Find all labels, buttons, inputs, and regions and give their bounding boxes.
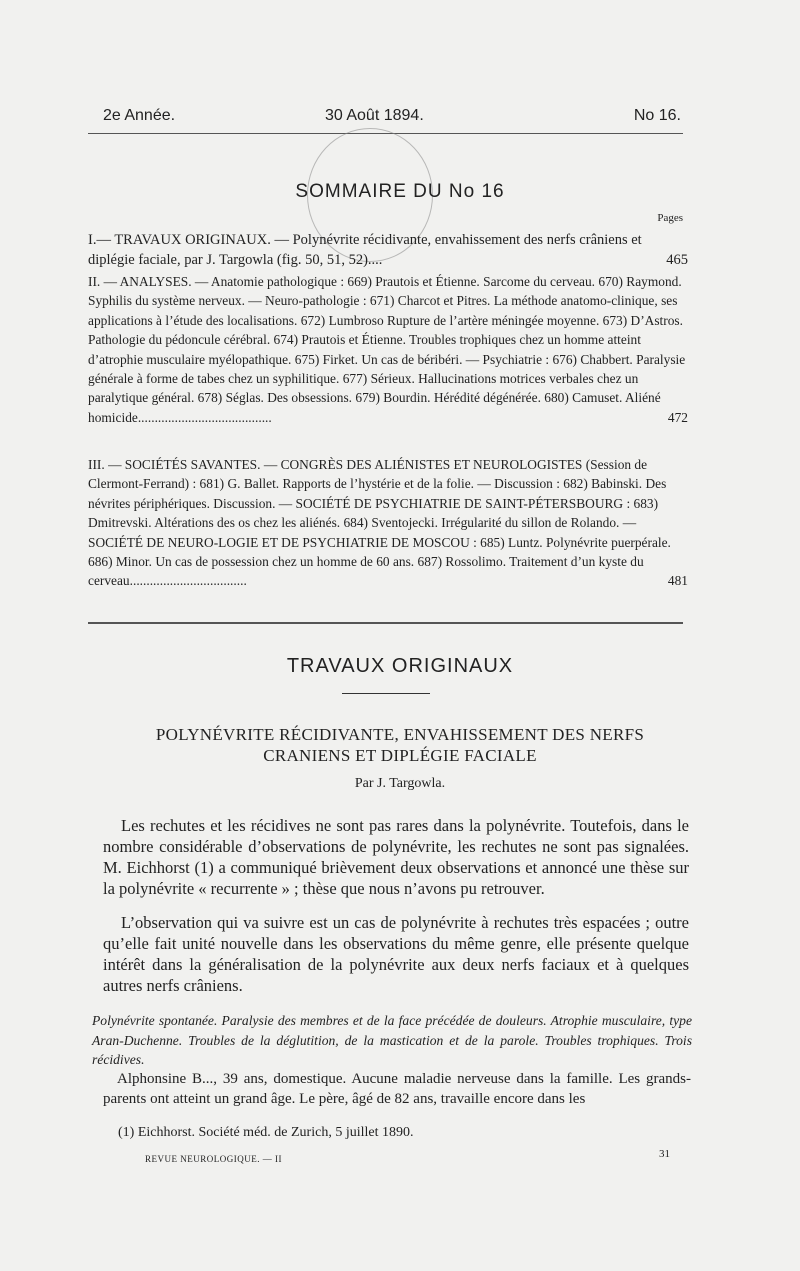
footnote: (1) Eichhorst. Société méd. de Zurich, 5 juillet 1890. <box>118 1125 414 1140</box>
paragraph-1: Les rechutes et les récidives ne sont pas rares dans la polynévrite. Toutefois, dans le nombre considérable d’observations de polynévrite, les rechutes ne sont pas signalées. M. Eichhorst (1) a communiqué brièvement deux observations et annoncé une thèse sur la polynévrite « recurrente » ; thèse que nous n’avons pu retrouver. <box>103 816 689 898</box>
toc-page-2: 472 <box>667 409 688 425</box>
toc-entry-2: II. — ANALYSES. — Anatomie pathologique : 669) Prautois et Étienne. Sarcome du cerveau. 670) Raymond. Syphilis du système nerveux. — Neuro-pathologie : 671) Charcot et Pitres. La méthode anatomo-clinique, ses applications à l’étude des localisations. 672) Lumbroso Rupture de l’artère méningée moyenne. 673) D’Astros. Pathologie du pédoncule cérébral. 674) Prautois et Étienne. Troubles trophiques chez un homme atteint d’atrophie musculaire myélopathique. 675) Firket. Un cas de béribéri. — Psychiatrie : 676) Chabbert. Paralysie générale à forme de tabes chez un syphilitique. 677) Sérieux. Hallucinations motrices verbales chez un paralytique général. 678) Séglas. Des obsessions. 679) Bourdin. Hérédité dégénérée. 680) Camuset. Aliéné homicide........................................ 472 <box>88 272 686 427</box>
article-title: POLYNÉVRITE RÉCIDIVANTE, ENVAHISSEMENT DES NERFS CRANIENS ET DIPLÉGIE FACIALE <box>155 725 645 765</box>
page-number: 31 <box>659 1148 670 1160</box>
section-rule <box>342 693 430 694</box>
section-title: TRAVAUX ORIGINAUX <box>286 655 514 677</box>
header-date: 30 Août 1894. <box>325 107 424 124</box>
article-author: Par J. Targowla. <box>354 776 446 791</box>
toc-bottom-rule <box>88 622 683 624</box>
toc-page-3: 481 <box>667 573 688 589</box>
case-summary: Polynévrite spontanée. Paralysie des membres et de la face précédée de douleurs. Atrophie musculaire, type Aran-Duchenne. Troubles de la déglutition, de la mastication et de la parole. Troubles trophiques. Trois récidives. <box>92 1013 692 1067</box>
paragraph-2: L’observation qui va suivre est un cas de polynévrite à rechutes très espacées ; outre qu’elle fait unité nouvelle dans les observations du même genre, elle présente quelque intérêt dans la généralisation de la polynévrite aux deux nerfs faciaux et à quelques autres nerfs crâniens. <box>103 913 689 995</box>
toc-entry-1: I.— TRAVAUX ORIGINAUX. — Polynévrite récidivante, envahissement des nerfs crâniens et diplégie faciale, par J. Targowla (fig. 50, 51, 52).... 465 <box>88 231 686 270</box>
journal-footer: REVUE NEUROLOGIQUE. — II <box>145 1154 282 1164</box>
pages-column-label: Pages <box>657 212 683 224</box>
paragraph-3: Alphonsine B..., 39 ans, domestique. Aucune maladie nerveuse dans la famille. Les grands-parents ont atteint un grand âge. Le père, âgé de 82 ans, travaille encore dans les <box>103 1071 691 1107</box>
toc-page-1: 465 <box>666 251 688 268</box>
sommaire-title: SOMMAIRE DU No 16 <box>295 181 505 202</box>
header-year: 2e Année. <box>103 107 176 124</box>
toc-entry-3: III. — SOCIÉTÉS SAVANTES. — CONGRÈS DES ALIÉNISTES ET NEUROLOGISTES (Session de Clermont-Ferrand) : 681) G. Ballet. Rapports de l’hystérie et de la folie. — Discussion : 682) Babinski. Des névrites périphériques. Discussion. — SOCIÉTÉ DE PSYCHIATRIE DE SAINT-PÉTERSBOURG : 683) Dmitrevski. Altérations des os chez les aliénés. 684) Sventojecki. Irrégularité du sillon de Rolando. — SOCIÉTÉ DE NEURO-LOGIE ET DE PSYCHIATRIE DE MOSCOU : 685) Luntz. Polynévrite puerpérale. 686) Minor. Un cas de possession chez un homme de 60 ans. 687) Rossolimo. Traitement d’un kyste du cerveau................................... 481 <box>88 455 686 591</box>
header-number: No 16. <box>633 107 681 124</box>
